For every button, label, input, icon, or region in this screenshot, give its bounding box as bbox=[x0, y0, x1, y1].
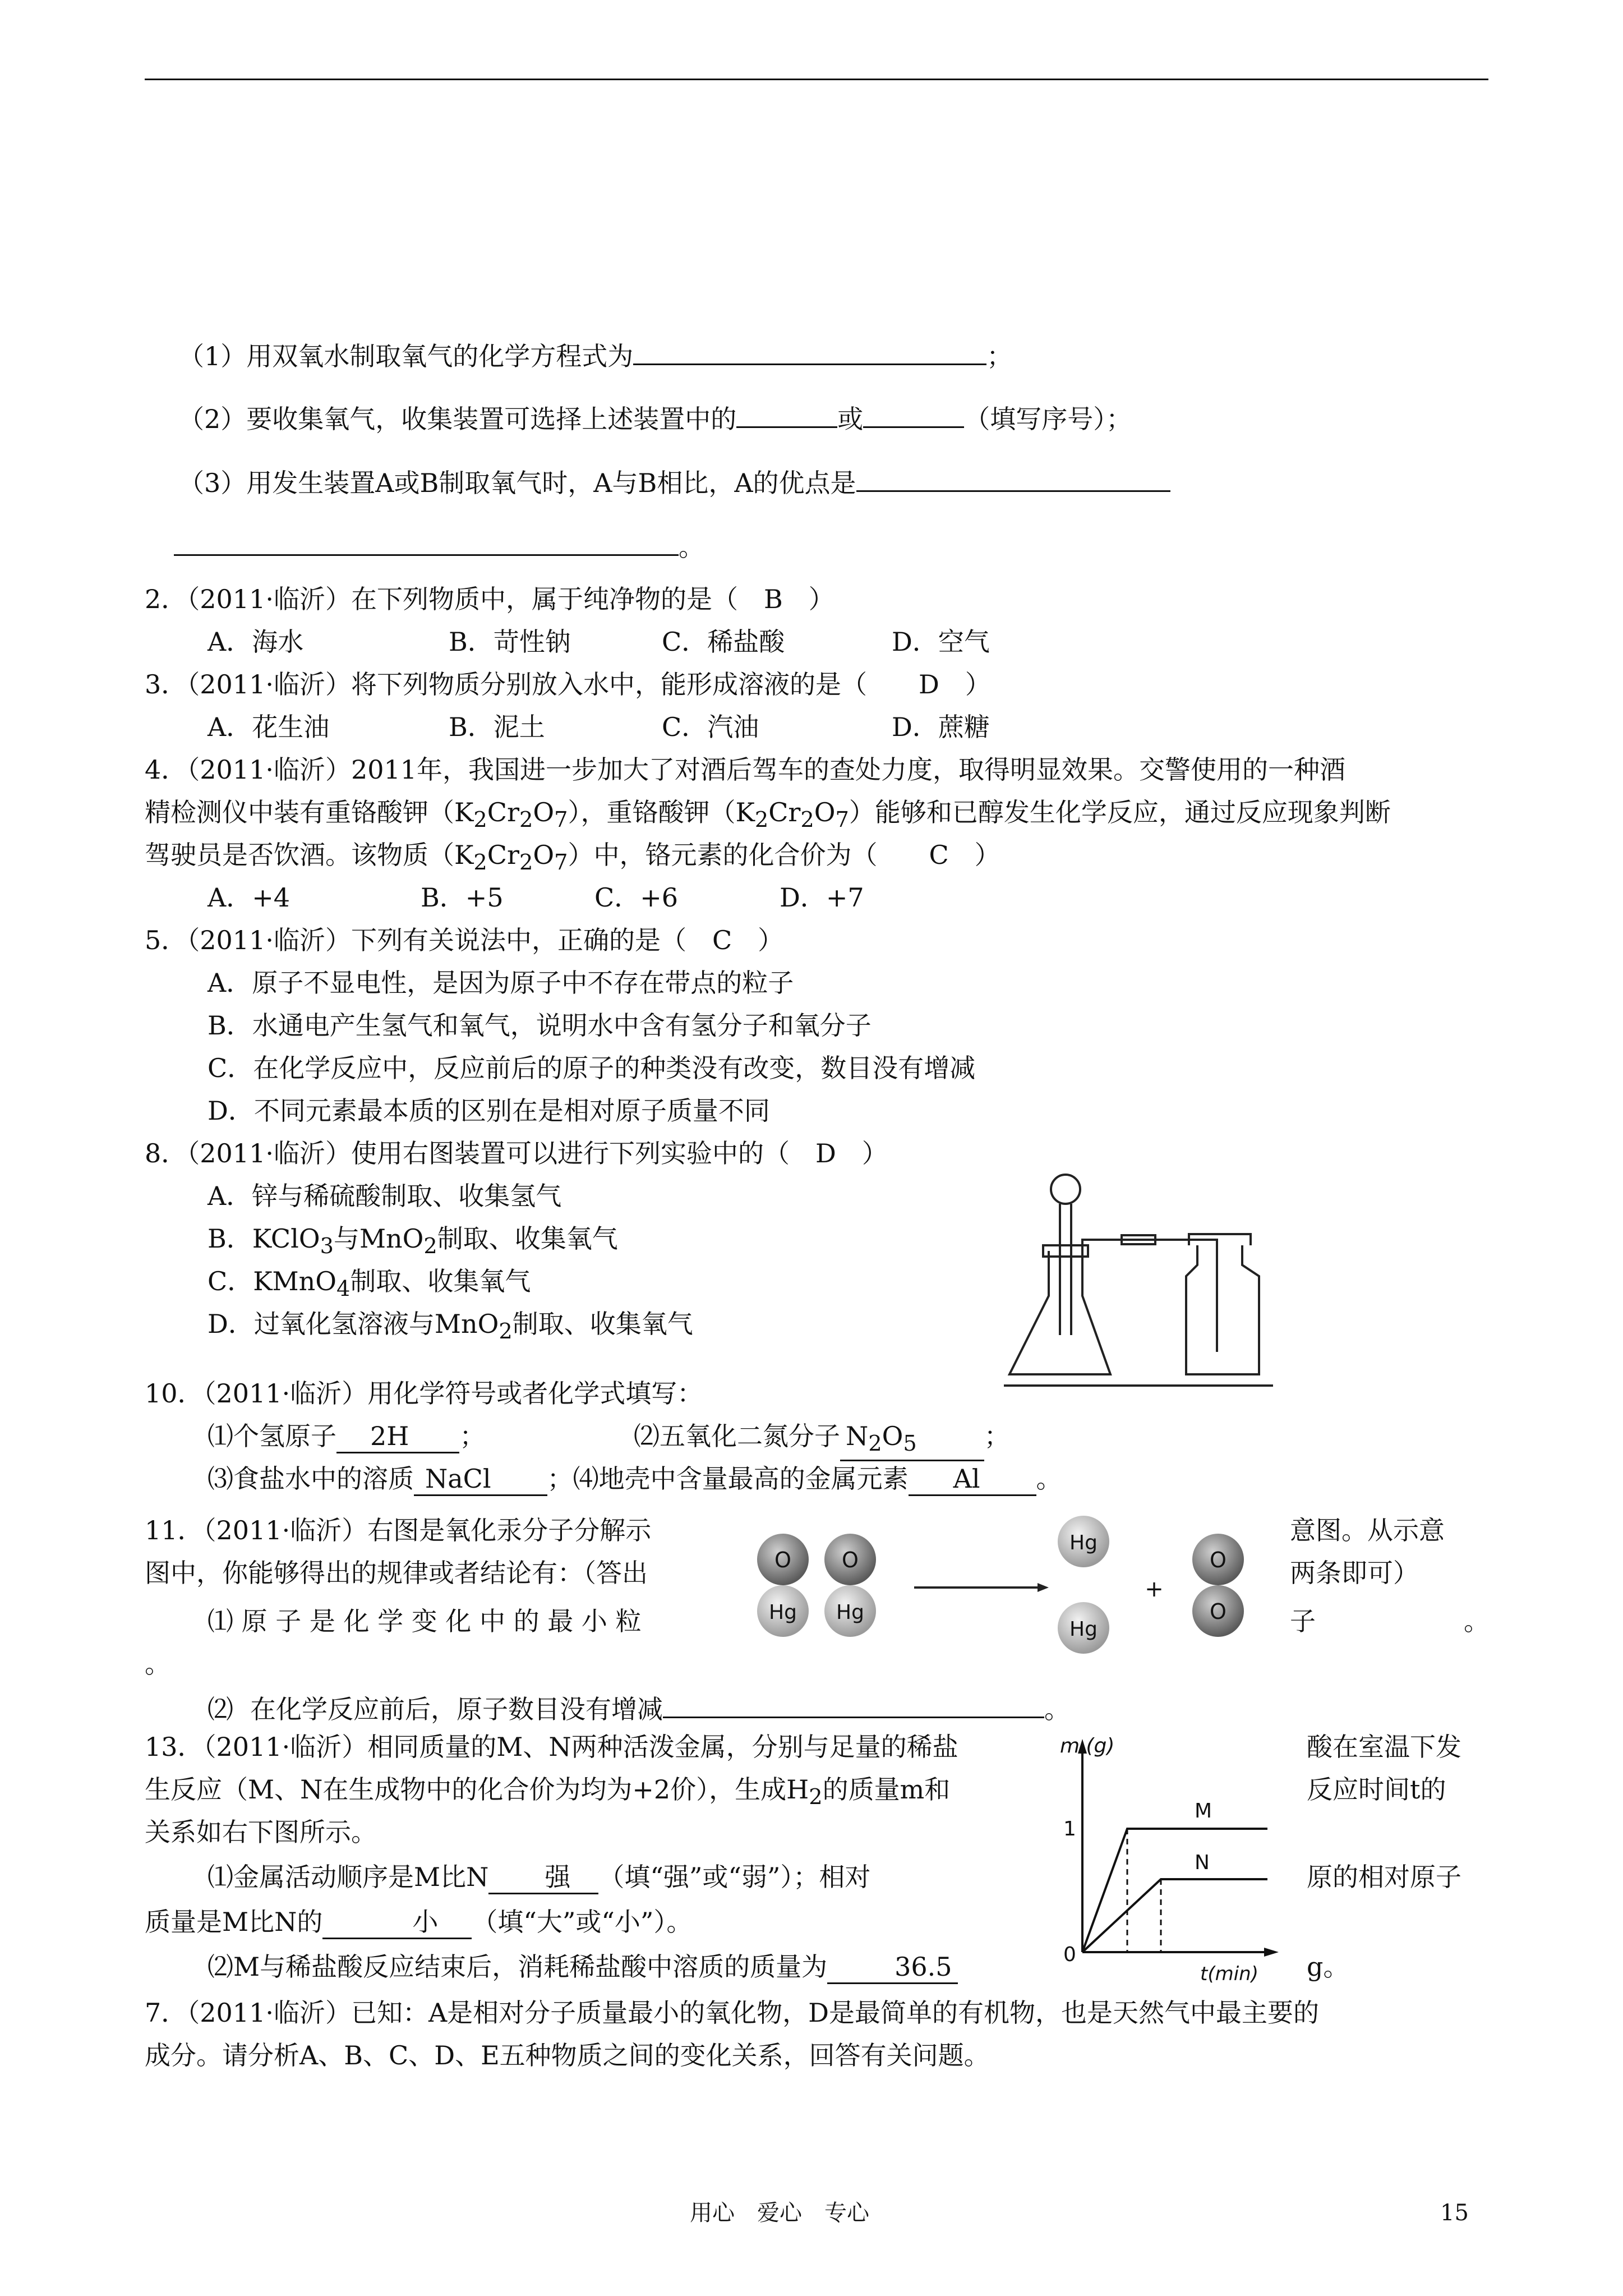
answer-blank[interactable] bbox=[174, 530, 679, 556]
header-rule bbox=[145, 79, 1488, 80]
q5-option-c: C．在化学反应中，反应前后的原子的种类没有改变，数目没有增减 bbox=[208, 1053, 976, 1083]
q3-option-b: B．泥土 bbox=[449, 712, 545, 742]
answer-blank[interactable] bbox=[856, 466, 1170, 492]
q2-option-c: C．稀盐酸 bbox=[662, 627, 785, 657]
footer-motto: 用心 爱心 专心 bbox=[690, 2200, 869, 2226]
answer-blank[interactable] bbox=[633, 339, 986, 365]
plus-sign: + bbox=[1145, 1576, 1164, 1602]
q11-answer2: ⑵ 在化学反应前后，原子数目没有增减 。 bbox=[208, 1692, 1070, 1725]
svg-text:O: O bbox=[1210, 1548, 1227, 1572]
answer-blank[interactable] bbox=[736, 402, 837, 428]
series-label-n: N bbox=[1195, 1851, 1210, 1874]
collecting-bottle bbox=[1186, 1245, 1259, 1374]
svg-text:O: O bbox=[1210, 1599, 1227, 1624]
q13-sub2: ⑵M与稀盐酸反应结束后，消耗稀盐酸中溶质的质量为 36.5 bbox=[208, 1951, 958, 1984]
answer-blank: 强 bbox=[488, 1861, 598, 1894]
q8-stem: 8．（2011·临沂）使用右图装置可以进行下列实验中的（ D ） bbox=[145, 1138, 888, 1168]
answer-blank: 36.5 bbox=[827, 1951, 957, 1984]
q13-sub2-right: g。 bbox=[1307, 1952, 1349, 1982]
q13-line2-right: 反应时间t的 bbox=[1307, 1774, 1446, 1805]
q10-item3-4: ⑶食盐水中的溶质 NaCl ；⑷地壳中含量最高的金属元素 Al 。 bbox=[208, 1463, 1062, 1496]
q13-sub1-cont: 质量是M比N的 小 （填“大”或“小”）。 bbox=[145, 1906, 692, 1939]
page-number: 15 bbox=[1440, 2200, 1469, 2226]
q11-line2-right: 两条即可） bbox=[1290, 1558, 1419, 1588]
q8-option-c: C．KMnO$_4$制取、收集氧气 bbox=[208, 1266, 531, 1302]
q1-sub1: （1）用双氧水制取氧气的化学方程式为 ； bbox=[178, 339, 1012, 372]
mercury-oxide-decomposition-figure bbox=[746, 1509, 1273, 1672]
q8-option-b: B．KClO$_3$与MnO$_2$制取、收集氧气 bbox=[208, 1223, 618, 1259]
q2-stem: 2．（2011·临沂）在下列物质中，属于纯净物的是（ B ） bbox=[145, 584, 834, 614]
answer-blank[interactable] bbox=[863, 402, 964, 428]
svg-text:Hg: Hg bbox=[1069, 1531, 1098, 1554]
y-tick-label: 1 bbox=[1063, 1818, 1076, 1841]
q13-sub1-right: 原的相对原子 bbox=[1307, 1862, 1461, 1892]
q5-option-a: A．原子不显电性，是因为原子中不存在带点的粒子 bbox=[208, 968, 794, 998]
q4-line2: 精检测仪中装有重铬酸钾$(K_2Cr_2O_7)$，重铬酸钾$(K_2Cr_2O_7)$能够和已醇发生化学反应，通过反应现象判断 bbox=[145, 797, 1391, 833]
y-axis-label: m (g) bbox=[1060, 1734, 1115, 1757]
q3-option-c: C．汽油 bbox=[662, 712, 759, 742]
q3-stem: 3．（2011·临沂）将下列物质分别放入水中，能形成溶液的是（ D ） bbox=[145, 669, 991, 700]
mass-time-graph bbox=[1043, 1728, 1290, 1986]
q2-option-a: A．海水 bbox=[208, 627, 304, 657]
q11-line2: 图中，你能够得出的规律或者结论有：（答出 bbox=[145, 1558, 648, 1588]
svg-text:Hg: Hg bbox=[1069, 1618, 1098, 1641]
hgo-molecule-1 bbox=[757, 1534, 809, 1637]
q4-option-b: B．+5 bbox=[421, 882, 504, 913]
q4-option-c: C．+6 bbox=[594, 882, 679, 913]
q11-answer1: ⑴ 原 子 是 化 学 变 化 中 的 最 小 粒 bbox=[208, 1606, 642, 1636]
svg-text:O: O bbox=[774, 1548, 791, 1572]
q11-line1: 11．（2011·临沂）右图是氧化汞分子分解示 bbox=[145, 1515, 652, 1545]
oxygen-molecule-product bbox=[1192, 1534, 1244, 1637]
answer-blank: Al bbox=[909, 1463, 1036, 1496]
q1-sub3: （3）用发生装置A或B制取氧气时，A与B相比，A的优点是 bbox=[178, 466, 1170, 499]
q11-answer1-wrap: 。 bbox=[145, 1649, 170, 1679]
q13-line1: 13．（2011·临沂）相同质量的M、N两种活泼金属，分别与足量的稀盐 bbox=[145, 1732, 958, 1762]
funnel-bulb bbox=[1051, 1175, 1080, 1204]
x-axis-arrow bbox=[1264, 1948, 1279, 1957]
q11-answer1-right: 子 bbox=[1290, 1606, 1316, 1636]
q5-option-d: D．不同元素最本质的区别在是相对原子质量不同 bbox=[208, 1096, 770, 1126]
q2-option-d: D．空气 bbox=[892, 627, 990, 657]
svg-text:Hg: Hg bbox=[769, 1601, 797, 1624]
svg-text:Hg: Hg bbox=[836, 1601, 864, 1624]
q3-option-a: A．花生油 bbox=[208, 712, 330, 742]
q13-line1-right: 酸在室温下发 bbox=[1307, 1732, 1461, 1762]
q10-stem: 10．（2011·临沂）用化学符号或者化学式填写： bbox=[145, 1378, 703, 1409]
answer-blank: $N_2O_5$ bbox=[840, 1420, 984, 1461]
q4-line1: 4．（2011·临沂）2011年，我国进一步加大了对酒后驾车的查处力度，取得明显效果。交警使用的一种酒 bbox=[145, 754, 1346, 785]
q4-option-a: A．+4 bbox=[208, 882, 291, 913]
q5-option-b: B．水通电产生氢气和氧气，说明水中含有氢分子和氧分子 bbox=[208, 1010, 872, 1041]
q7-line1: 7．（2011·临沂）已知：A是相对分子质量最小的氧化物，D是最简单的有机物，也是天然气中最主要的 bbox=[145, 1998, 1320, 2028]
q4-line3: 驾驶员是否饮酒。该物质$(K_2Cr_2O_7)$中，铬元素的化合价为（ C ） bbox=[145, 840, 1000, 876]
q11-answer1-end: 。 bbox=[1464, 1606, 1490, 1636]
q5-stem: 5．（2011·临沂）下列有关说法中，正确的是（ C ） bbox=[145, 925, 784, 955]
q10-item1: ⑴个氢原子 2H ； bbox=[208, 1420, 485, 1453]
q1-sub2: （2）要收集氧气，收集装置可选择上述装置中的 或 （填写序号）； bbox=[178, 402, 1132, 435]
q8-option-d: D．过氧化氢溶液与MnO$_2$制取、收集氧气 bbox=[208, 1309, 693, 1345]
origin-label: 0 bbox=[1063, 1943, 1076, 1966]
q13-sub1: ⑴金属活动顺序是M比N 强 （填“强”或“弱”）；相对 bbox=[208, 1861, 870, 1894]
answer-blank: 小 bbox=[322, 1906, 472, 1939]
svg-text:O: O bbox=[842, 1548, 859, 1572]
arrow-head bbox=[1038, 1583, 1049, 1592]
q4-option-d: D．+7 bbox=[780, 882, 864, 913]
gas-apparatus-figure bbox=[1004, 1167, 1273, 1391]
q13-line2: 生反应（M、N在生成物中的化合价为均为+2价），生成$H_2$的质量m和 bbox=[145, 1774, 951, 1810]
q10-item2: ⑵五氧化二氮分子 $N_2O_5$ ； bbox=[634, 1420, 1010, 1461]
hgo-molecule-2 bbox=[824, 1534, 876, 1637]
q8-option-a: A．锌与稀硫酸制取、收集氢气 bbox=[208, 1181, 562, 1211]
q11-line1-right: 意图。从示意 bbox=[1290, 1515, 1445, 1545]
q1-sub3-cont: 。 bbox=[174, 530, 704, 563]
answer-blank[interactable] bbox=[663, 1692, 1044, 1718]
series-label-m: M bbox=[1195, 1800, 1212, 1823]
q13-line3: 关系如右下图所示。 bbox=[145, 1817, 377, 1847]
series-line-n bbox=[1082, 1879, 1267, 1952]
mercury-atoms-product bbox=[1058, 1516, 1109, 1654]
q3-option-d: D．蔗糖 bbox=[892, 712, 990, 742]
series-line-m bbox=[1082, 1829, 1267, 1952]
q7-line2: 成分。请分析A、B、C、D、E五种物质之间的变化关系，回答有关问题。 bbox=[145, 2040, 990, 2070]
q2-option-b: B．苛性钠 bbox=[449, 627, 571, 657]
answer-blank: 2H bbox=[336, 1420, 459, 1453]
x-axis-label: t(min) bbox=[1200, 1963, 1258, 1985]
answer-blank: NaCl bbox=[414, 1463, 547, 1496]
